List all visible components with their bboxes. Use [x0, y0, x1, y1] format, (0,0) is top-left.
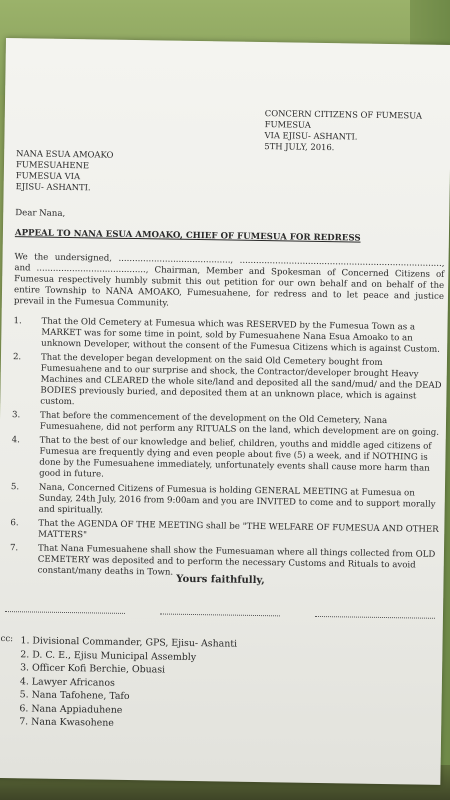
cc-item: 2. D. C. E., Ejisu Municipal Assembly: [20, 648, 197, 663]
petition-point: [1, 316, 447, 356]
point-text: That the developer began development on the said Old Cemetery bought from Fumesuahene and to our surprise and shock, the Contractor/developer brought Heavy Machines and CLEARED the whole site/land and deposited all the sand/mud/ and the DEAD BODIES previously buried, and deposited them at an unknown place, which is against custom.: [40, 352, 442, 408]
intro-paragraph: We the undersigned, ........................................., .........................................................................., and ........................................, Chairman, Member and Spokesman of Concerned Citizens of Fumesua respectively humbly submit this out petition for our own behalf and on behalf of the entire Township to NANA AMOAKO, Fumesuahene, for redress and to let peace and justice prevail in the Fumesua Community.: [13, 252, 445, 309]
point-text: That Nana Fumesuahene shall show the Fumesuaman where all things collected from OLD CEMETERY was deposited and to perform the necessary Customs and Rituals to avoid constant/many deaths in Town.: [37, 543, 436, 578]
petition-points: [0, 316, 448, 586]
recipient-address: NANA ESUA AMOAKO FUMESUAHENE FUMESUA VIA EJISU- ASHANTI.: [15, 148, 114, 193]
letter-subject: APPEAL TO NANA ESUA AMOAKO, CHIEF OF FUMESUA FOR REDRESS: [14, 228, 361, 244]
point-number: 3.: [11, 410, 21, 421]
point-text: That before the commencement of the development on the Old Cemetery, Nana Fumesuahene, did not perform any RITUALS on the land, which development are on going.: [39, 410, 440, 438]
petition-point: [0, 482, 445, 522]
sender-address: CONCERN CITIZENS OF FUMESUA FUMESUA VIA EJISU- ASHANTI. 5TH JULY, 2016.: [264, 108, 423, 153]
letter-paper: [0, 38, 450, 785]
petition-point: [0, 410, 446, 439]
cc-item: 7. Nana Kwasohene: [19, 716, 114, 729]
closing: Yours faithfully,: [176, 573, 265, 587]
signature-line: [315, 608, 435, 619]
cc-item: 1. Divisional Commander, GPS, Ejisu- Ashanti: [20, 635, 238, 650]
cc-item: 4. Lawyer Africanos: [19, 675, 115, 689]
point-text: That the Old Cemetery at Fumesua which was RESERVED by the Fumesua Town as a MARKET was for some time in point, sold by Fumesuahene Nana Esua Amoako to an unknown Developer, without the consent of the Fumesua Citizens which is against Custom.: [41, 316, 440, 355]
petition-point: [0, 435, 446, 486]
petition-point: [0, 352, 447, 414]
point-number: 5.: [10, 482, 20, 493]
cc-item: 3. Officer Kofi Berchie, Obuasi: [20, 662, 166, 676]
petition-point: [0, 518, 444, 547]
cc-list: [19, 634, 320, 733]
cc-item: 5. Nana Tafohene, Tafo: [19, 689, 130, 703]
point-number: 4.: [11, 435, 20, 446]
point-text: That the AGENDA OF THE MEETING shall be "THE WELFARE OF FUMESUA AND OTHER MATTERS": [38, 518, 439, 541]
signature-line: [160, 605, 280, 616]
point-number: 6.: [10, 518, 19, 529]
cc-label: cc:: [0, 633, 14, 645]
signature-line: [5, 603, 125, 614]
point-text: Nana, Concerned Citizens of Fumesua is holding GENERAL MEETING at Fumesua on Sunday, 24th July, 2016 from 9:00am and you are INVITED to come and to support morally and spiritually.: [38, 482, 436, 516]
signature-lines: [5, 603, 435, 619]
point-number: 1.: [13, 316, 22, 327]
point-text: That to the best of our knowledge and belief, children, youths and middle aged citizens of Fumesua are frequently dying and even people about five (5) a week, and if NOTHING is done by the Fumesuahene immediately, unfortunately events shall cause more harm than good in future.: [39, 435, 432, 480]
point-number: 2.: [12, 352, 22, 363]
salutation: Dear Nana,: [15, 208, 66, 219]
cc-item: 6. Nana Appiaduhene: [19, 702, 123, 716]
point-number: 7.: [9, 543, 19, 554]
